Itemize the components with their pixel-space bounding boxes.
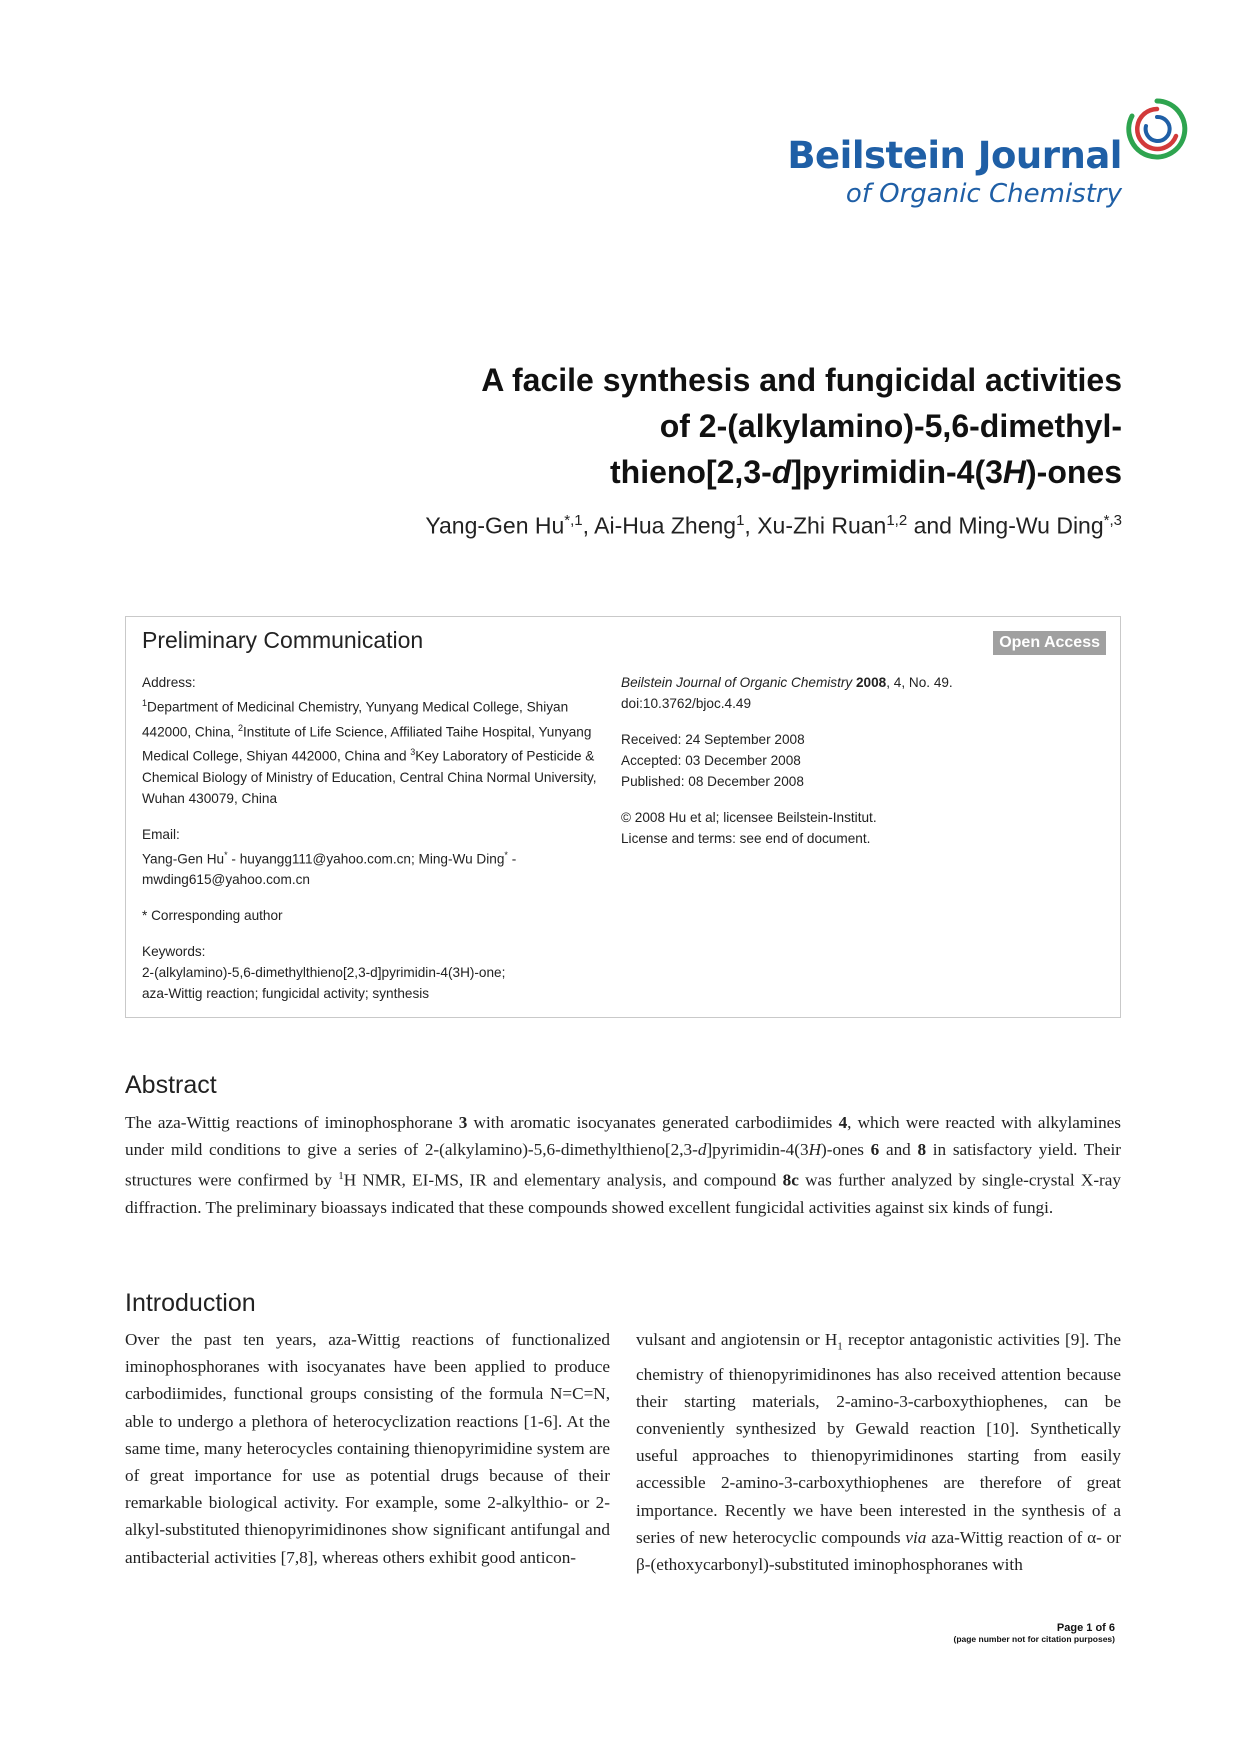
abstract-span: )-ones xyxy=(821,1140,871,1160)
abstract-italic: d xyxy=(697,1140,707,1160)
license-block xyxy=(621,807,1101,849)
abstract-span: , which were reacted with alkylamines under mild conditions to give a series of 2-(alkylamino)-5,6-dimethylthieno[2,3- xyxy=(125,1113,1121,1160)
address-block xyxy=(142,672,612,809)
open-access-badge: Open Access xyxy=(993,631,1106,655)
email-link[interactable]: - huyangg111@yahoo.com.cn; Ming-Wu Ding xyxy=(227,851,505,867)
abstract-superscript: 1 xyxy=(338,1170,344,1183)
affiliation-marker: 2 xyxy=(238,722,244,733)
abstract-heading: Abstract xyxy=(125,1071,217,1099)
affiliation-marker: 1 xyxy=(142,698,148,708)
intro-subscript: 1 xyxy=(837,1340,843,1353)
intro-span: vulsant and angiotensin or H xyxy=(636,1330,838,1349)
author-list xyxy=(200,512,1122,540)
intro-span: receptor antagonistic activities [9]. The chemistry of thienopyrimidinones has also received attention because their starting materials, 2-amino-3-carboxythiophenes, can be conveniently synthesized by Gewald reaction [10]. Synthetically useful approaches to thienopyrimidinones starting from easily accessible 2-amino-3-carboxythiophenes are therefore of great importance. Recently we have been interested in the synthesis of a series of new heterocyclic compounds xyxy=(636,1330,1122,1547)
compound-ref: 6 xyxy=(870,1140,880,1160)
journal-ring-icon xyxy=(1124,96,1190,162)
email-label: Email: xyxy=(142,826,180,842)
abstract-span: The aza-Wittig reactions of iminophosphorane xyxy=(125,1113,459,1132)
citation-block xyxy=(621,672,1101,714)
keywords-label: Keywords: xyxy=(142,944,206,960)
article-title xyxy=(300,357,1122,495)
citation-year: 2008 xyxy=(855,675,887,690)
author-affiliation: *,3 xyxy=(1103,512,1122,529)
address-text: Department of Medicinal Chemistry, Yunyang Medical College, Shiyan 442000, China, xyxy=(142,699,569,740)
author-affiliation: *,1 xyxy=(564,512,583,529)
introduction-left-column: Over the past ten years, aza-Wittig reactions of functionalized iminophosphoranes with isocyanates have been applied to produce carbodiimides, functional groups consisting of the formula N=C=N, able to undergo a plethora of heterocyclization reactions [1-6]. At the same time, many heterocycles containing thienopyrimidine system are of great importance for use as potential drugs because of their remarkable biological activity. For example, some 2-alkylthio- or 2-alkyl-substituted thienopyrimidinones show significant antifungal and antibacterial activities [7,8], whereas others exhibit good anticon- xyxy=(125,1330,610,1567)
info-right-column xyxy=(621,672,1101,864)
author-name: , Ai-Hua Zheng xyxy=(582,512,737,539)
affiliation-marker: 3 xyxy=(410,747,416,758)
address-text: Key Laboratory of Pesticide & Chemical Biology of Ministry of Education, Central China Normal University, Wuhan 430079, China xyxy=(142,748,597,806)
title-text: ]pyrimidin-4(3 xyxy=(791,454,1003,490)
address-text: Institute of Life Science, Affiliated Taihe Hospital, Yunyang Medical College, Shiyan 442000, China and xyxy=(142,724,592,764)
abstract-span: was further analyzed by single-crystal X-ray diffraction. The preliminary bioassays indicated that these compounds showed excellent fungicidal activities against six kinds of fungi. xyxy=(125,1171,1122,1218)
keywords-block xyxy=(142,941,612,1004)
corresponding-note: * Corresponding author xyxy=(142,908,283,924)
journal-logo xyxy=(787,96,1190,216)
author-name: , Xu-Zhi Ruan xyxy=(744,512,887,539)
email-link[interactable]: - mwding615@yahoo.com.cn xyxy=(142,851,517,888)
published-date: Published: 08 December 2008 xyxy=(621,774,804,789)
title-text: thieno[2,3- xyxy=(609,454,772,490)
dates-block xyxy=(621,729,1101,792)
title-line-3 xyxy=(300,449,1122,495)
accepted-date: Accepted: 03 December 2008 xyxy=(621,753,801,768)
citation-volume: , 4, No. 49. xyxy=(886,675,953,690)
title-italic: H xyxy=(1002,454,1026,490)
author-affiliation: 1,2 xyxy=(886,512,908,529)
received-date: Received: 24 September 2008 xyxy=(621,732,805,747)
info-left-column xyxy=(142,672,612,1019)
abstract-span: with aromatic isocyanates generated carbodiimides xyxy=(467,1113,839,1132)
title-line-1: A facile synthesis and fungicidal activities xyxy=(481,362,1122,398)
doi-link[interactable]: doi:10.3762/bjoc.4.49 xyxy=(621,696,752,711)
keywords-line: aza-Wittig reaction; fungicidal activity; synthesis xyxy=(142,986,430,1002)
author-affiliation: 1 xyxy=(736,512,745,529)
author-name: and Ming-Wu Ding xyxy=(907,512,1104,539)
title-italic: d xyxy=(771,454,792,490)
abstract-text xyxy=(125,1109,1121,1222)
journal-name-line1: Beilstein Journal xyxy=(787,134,1122,177)
compound-ref: 3 xyxy=(458,1113,468,1132)
abstract-italic: H xyxy=(808,1140,822,1160)
email-text: Yang-Gen Hu xyxy=(142,851,225,867)
corresponding-marker: * xyxy=(504,849,508,860)
compound-ref: 4 xyxy=(838,1113,848,1132)
introduction-heading: Introduction xyxy=(125,1289,256,1317)
abstract-span: in satisfactory yield. Their structures were confirmed by xyxy=(125,1140,1121,1191)
page-number-note: (page number not for citation purposes) xyxy=(953,1634,1115,1644)
title-line-2: of 2-(alkylamino)-5,6-dimethyl- xyxy=(659,408,1122,444)
introduction-right-column xyxy=(636,1326,1121,1578)
compound-ref: 8c xyxy=(782,1171,799,1191)
title-text: )-ones xyxy=(1026,454,1122,490)
journal-name-line2: of Organic Chemistry xyxy=(845,179,1122,209)
keywords-line: 2-(alkylamino)-5,6-dimethylthieno[2,3-d]pyrimidin-4(3H)-one; xyxy=(142,965,506,981)
corresponding-marker: * xyxy=(224,849,228,860)
article-info-box xyxy=(125,616,1121,1018)
article-type-heading: Preliminary Communication xyxy=(142,627,424,653)
author-name: Yang-Gen Hu xyxy=(425,512,565,539)
license-text: License and terms: see end of document. xyxy=(621,831,871,846)
address-label: Address: xyxy=(142,675,196,690)
intro-span: aza-Wittig reaction of α- or β-(ethoxycarbonyl)-substituted iminophosphoranes with xyxy=(636,1527,1121,1575)
abstract-span: ]pyrimidin-4(3 xyxy=(706,1140,809,1160)
page-number: Page 1 of 6 xyxy=(1056,1622,1115,1634)
copyright-text: © 2008 Hu et al; licensee Beilstein-Institut. xyxy=(621,810,877,825)
page-footer xyxy=(953,1622,1115,1644)
email-block xyxy=(142,824,612,891)
compound-ref: 8 xyxy=(917,1140,927,1160)
abstract-span: H NMR, EI-MS, IR and elementary analysis, and compound xyxy=(343,1171,783,1191)
citation-journal: Beilstein Journal of Organic Chemistry xyxy=(621,675,853,690)
abstract-span: and xyxy=(879,1140,918,1160)
intro-italic: via xyxy=(905,1527,927,1547)
